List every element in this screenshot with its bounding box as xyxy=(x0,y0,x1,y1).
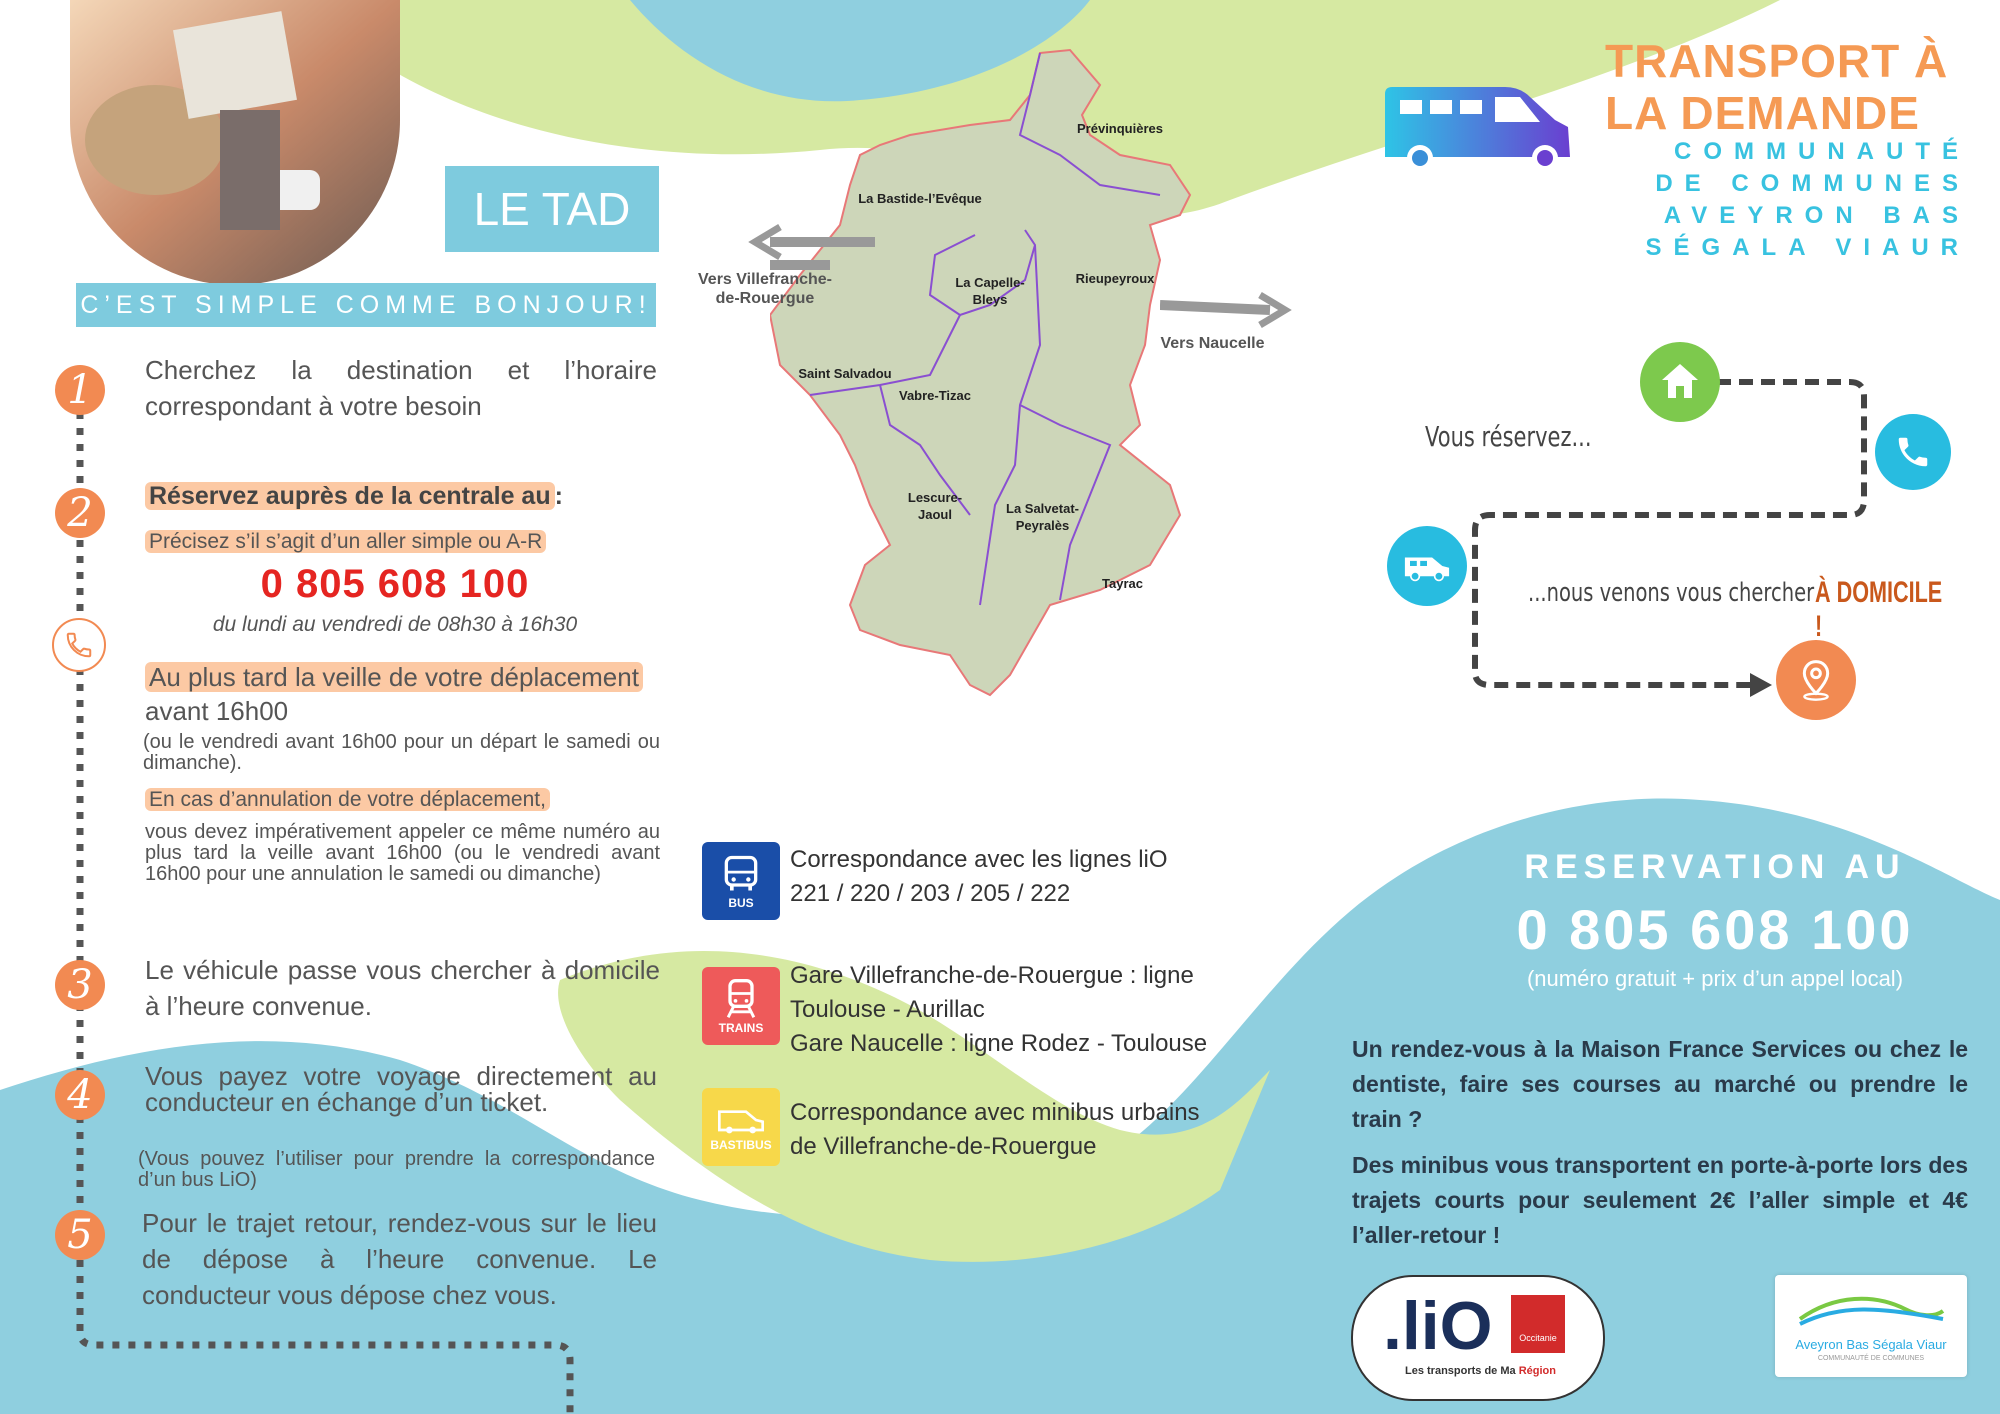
bus-connection-text: Correspondance avec les lignes liO 221 / 220 / 203 / 205 / 222 xyxy=(790,846,1168,907)
step-4-note: (Vous pouvez l’utiliser pour prendre la correspondance d’un bus LiO) xyxy=(138,1148,655,1191)
vers-villefranche-label: Vers Villefranche-de-Rouergue xyxy=(698,271,832,307)
step-4-number: 4 xyxy=(55,1070,105,1120)
minibus-badge-icon xyxy=(716,1102,766,1138)
community-name: COMMUNAUTÉ DE COMMUNES AVEYRON BAS SÉGALA VIAUR xyxy=(1645,138,1970,261)
step-3-text: Le véhicule passe vous chercher à domicile à l’heure convenue. xyxy=(145,955,660,1021)
step-2-phone[interactable]: 0 805 608 100 xyxy=(260,562,530,606)
deadline-block xyxy=(145,660,665,728)
deadline-note: (ou le vendredi avant 16h00 pour un départ le samedi ou dimanche). xyxy=(143,731,660,774)
abs-community-logo: Aveyron Bas Ségala Viaur COMMUNAUTÉ DE COMMUNES xyxy=(1775,1275,1967,1377)
step-5-number: 5 xyxy=(55,1210,105,1260)
step-2-hours: du lundi au vendredi de 08h30 à 16h30 xyxy=(212,613,578,636)
step-1-number: 1 xyxy=(55,365,105,415)
lio-logo xyxy=(1351,1275,1605,1401)
location-pin-icon xyxy=(1776,640,1856,720)
step-2-title-highlight: Réservez auprès de la centrale au xyxy=(145,482,555,510)
train-connection-text: Gare Villefranche-de-Rouergue : ligne Toulouse - Aurillac Gare Naucelle : ligne Rodez - Toulouse xyxy=(790,962,1208,1057)
map-label-vabre-tizac: Vabre-Tizac xyxy=(898,388,972,403)
slogan-banner: C’EST SIMPLE COMME BONJOUR! xyxy=(76,283,656,327)
step-1-text: Cherchez la destination et l’horaire correspondant à votre besoin xyxy=(145,355,657,421)
step-5-text: Pour le trajet retour, rendez-vous sur le lieu de dépose à l’heure convenue. Le conducteur vous dépose chez vous. xyxy=(142,1208,657,1310)
bastibus-connection-text: Correspondance avec minibus urbains de Villefranche-de-Rouergue xyxy=(790,1099,1200,1160)
lio-logo-text: .liO xyxy=(1383,1288,1493,1364)
transport-title-line2: LA DEMANDE xyxy=(1605,87,1920,139)
lio-caption: Les transports de Ma Région xyxy=(1405,1365,1556,1377)
vers-naucelle-label: Vers Naucelle xyxy=(1160,335,1265,352)
home-icon xyxy=(1640,342,1720,422)
vous-reservez-text: Vous réservez... xyxy=(1425,420,1592,453)
phone-icon xyxy=(1875,414,1951,490)
bus-badge: BUS xyxy=(702,842,780,920)
info-paragraph-1: Un rendez-vous à la Maison France Services ou chez le dentiste, faire ses courses au marché ou prendre le train ? xyxy=(1352,1036,1968,1132)
tad-title: LE TAD xyxy=(445,166,659,252)
reservation-phone[interactable]: 0 805 608 100 xyxy=(1516,898,1914,961)
step-4-text: Vous payez votre voyage directement au conducteur en échange d’un ticket. xyxy=(145,1061,657,1117)
map-label-la-salvetat-peyrales: La Salvetat-Peyralès xyxy=(1006,501,1079,533)
occitanie-logo: Occitanie xyxy=(1511,1295,1565,1353)
map-label-saint-salvadou: Saint Salvadou xyxy=(798,366,892,381)
step-2-number: 2 xyxy=(55,488,105,538)
arrow-right-icon xyxy=(1160,290,1300,330)
bastibus-badge: BASTIBUS xyxy=(702,1088,780,1166)
a-domicile-text: À DOMICILE ! xyxy=(1815,576,1943,643)
map-label-tayrac: Tayrac xyxy=(1102,576,1143,591)
reservation-title: RESERVATION AU xyxy=(1524,848,1906,886)
step-2-precise: Précisez s’il s’agit d’un aller simple ou A-R xyxy=(145,530,546,554)
step-2-title: Réservez auprès de la centrale au : xyxy=(145,482,563,511)
arrow-left-icon xyxy=(745,222,875,262)
nous-venons-text: ...nous venons vous chercher xyxy=(1528,578,1815,608)
deadline-highlight: Au plus tard la veille de votre déplacement xyxy=(145,662,643,692)
map-label-la-bastide: La Bastide-l’Evêque xyxy=(858,191,982,206)
minibus-icon xyxy=(1387,526,1467,606)
train-badge: TRAINS xyxy=(702,967,780,1045)
deadline-after: avant 16h00 xyxy=(145,696,289,726)
reservation-note: (numéro gratuit + prix d’un appel local) xyxy=(1526,966,1904,991)
bus-icon xyxy=(719,852,763,896)
map-label-previnquieres: Prévinquières xyxy=(1077,121,1163,136)
map-label-rieupeyroux: Rieupeyroux xyxy=(1075,271,1155,286)
info-paragraph-2: Des minibus vous transportent en porte-à-porte lors des trajets courts pour seulement 2€ l’aller simple et 4€ l’aller-retour ! xyxy=(1352,1152,1968,1248)
train-icon xyxy=(719,977,763,1021)
map-label-lescure-jaoul: Lescure-Jaoul xyxy=(907,490,963,522)
cancel-highlight: En cas d’annulation de votre déplacement, xyxy=(145,788,550,811)
cancel-highlight-wrap xyxy=(145,788,550,812)
step-3-number: 3 xyxy=(55,960,105,1010)
call-icon xyxy=(52,618,106,672)
cancel-text: vous devez impérativement appeler ce même numéro au plus tard la veille avant 16h00 (ou le vendredi avant 16h00 pour une annulation le samedi ou dimanche) xyxy=(145,821,660,885)
map-label-la-capelle-bleys: La Capelle-Bleys xyxy=(955,275,1025,307)
minibus-header-icon xyxy=(1380,82,1575,172)
transport-title-line1: TRANSPORT À xyxy=(1605,35,1949,87)
